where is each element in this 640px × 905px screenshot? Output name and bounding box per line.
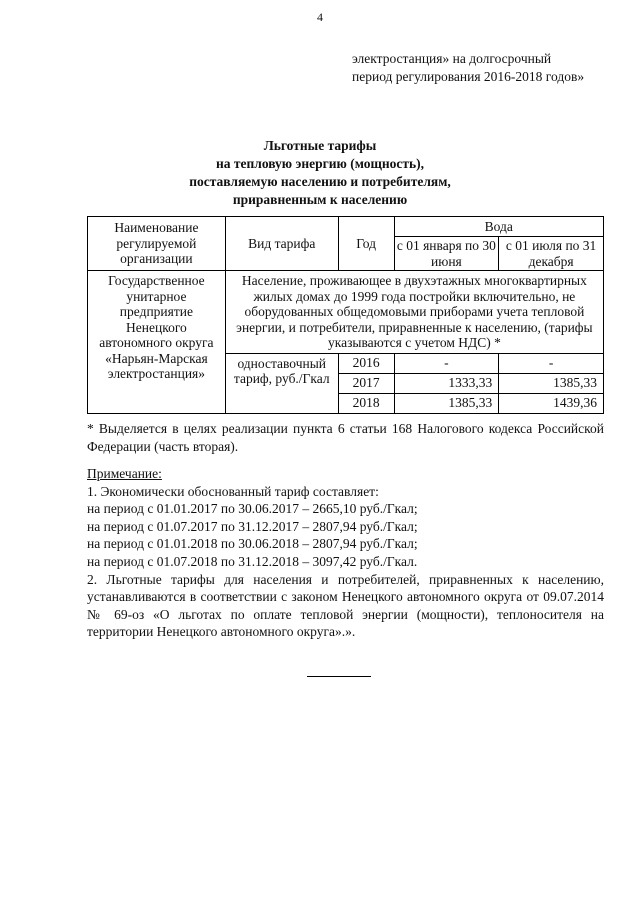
notes-section <box>87 465 604 641</box>
title-line-1: Льготные тарифы <box>263 138 377 153</box>
intro-line-2: период регулирования 2016-2018 годов» <box>352 69 585 84</box>
title-line-2: на тепловую энергию (мощность), <box>215 156 425 171</box>
title-line-3: поставляемую населению и потребителям, <box>189 174 451 189</box>
notes-period-line: на период с 01.07.2017 по 31.12.2017 – 2807,94 руб./Гкал; <box>87 518 418 534</box>
value-cell: 1439,36 <box>499 393 604 413</box>
header-period-2: с 01 июля по 31 декабря <box>499 237 604 271</box>
tariff-table <box>87 216 604 414</box>
value-cell: 1385,33 <box>394 393 499 413</box>
org-name-cell: Государственное унитарное предприятие Ненецкого автономного округа «Нарьян-Марская электростанция» <box>88 271 226 414</box>
header-tariff-type: Вид тарифа <box>225 217 338 271</box>
notes-heading: Примечание: <box>87 466 162 481</box>
value-cell: 1333,33 <box>394 373 499 393</box>
footnote: * Выделяется в целях реализации пункта 6 статьи 168 Налогового кодекса Российской Федерации (часть вторая). <box>87 421 604 454</box>
notes-item-1-intro: 1. Экономически обоснованный тариф составляет: <box>87 483 379 499</box>
population-description: Население, проживающее в двухэтажных многоквартирных жилых домах до 1999 года постройки включительно, не оборудованных общедомовыми приборами учета тепловой энергии, и потребители, приравненные к населению, (тарифы указываются с учетом НДС) * <box>225 271 603 354</box>
notes-item-2: 2. Льготные тарифы для населения и потребителей, приравненных к населению, устанавливаются в соответствии с законом Ненецкого автономного округа от 09.07.2014 № 69-оз «О льготах по оплате тепловой энергии (мощности), теплоносителя на территории Ненецкого автономного округа».». <box>87 571 604 640</box>
title-line-4: приравненным к населению <box>232 192 408 207</box>
intro-text <box>352 50 584 86</box>
closing-rule <box>307 676 371 677</box>
tariff-type-cell: одноставочный тариф, руб./Гкал <box>225 353 338 413</box>
value-cell: 1385,33 <box>499 373 604 393</box>
year-cell: 2016 <box>338 353 394 373</box>
document-title <box>0 137 640 209</box>
value-cell: - <box>499 353 604 373</box>
header-year: Год <box>338 217 394 271</box>
header-period-1: с 01 января по 30 июня <box>394 237 499 271</box>
intro-line-1: электростанция» на долгосрочный <box>352 51 552 66</box>
value-cell: - <box>394 353 499 373</box>
notes-period-line: на период с 01.01.2018 по 30.06.2018 – 2807,94 руб./Гкал; <box>87 536 418 552</box>
header-water: Вода <box>394 217 603 237</box>
year-cell: 2017 <box>338 373 394 393</box>
year-cell: 2018 <box>338 393 394 413</box>
notes-period-line: на период с 01.01.2017 по 30.06.2017 – 2665,10 руб./Гкал; <box>87 501 418 517</box>
header-org: Наименование регулируемой организации <box>88 217 226 271</box>
notes-period-line: на период с 01.07.2018 по 31.12.2018 – 3097,42 руб./Гкал. <box>87 553 418 569</box>
page-number: 4 <box>317 10 323 24</box>
